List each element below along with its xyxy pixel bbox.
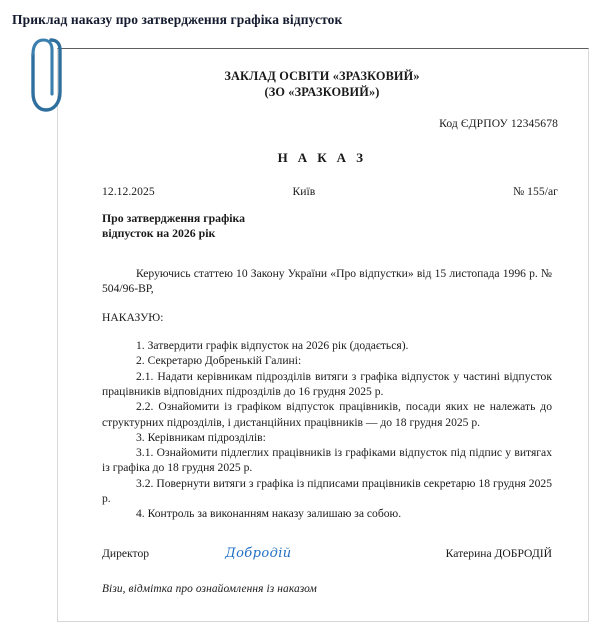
order-keyword: НАКАЗУЮ: [102,310,164,324]
handwritten-signature: Добродій [225,545,292,561]
document-city: Київ [292,185,316,198]
order-item: 1. Затвердити графік відпусток на 2026 рік (додається). [136,339,409,353]
subject-line2: відпусток на 2026 рік [102,225,216,240]
order-item: 2. Секретарю Добренькій Галині: [136,354,302,368]
organization-header [86,69,558,100]
visa-note: Візи, відмітка про ознайомлення із наказом [102,582,317,595]
order-item: 3. Керівникам підрозділів: [136,430,266,444]
order-item: 2.1. Надати керівникам підрозділів витяги з графіка відпусток у частині відпусток працівників відповідних підрозділів до 16 грудня 2025 р. [102,369,552,398]
document-body [58,49,588,621]
order-item: 4. Контроль за виконанням наказу залишаю за собою. [136,507,402,521]
document-content [86,266,558,521]
organization-name-line2: (ЗО «ЗРАЗКОВИЙ») [264,84,380,99]
signature-row [86,546,558,561]
document-number: № 155/аг [513,185,558,198]
signatory-name: Катерина ДОБРОДІЙ [445,546,552,560]
preamble-paragraph: Керуючись статтею 10 Закону України «Про відпустки» від 15 листопада 1996 р. № 504/96-ВР, [102,267,552,296]
page-title: Приклад наказу про затвердження графіка відпусток [12,12,343,27]
document-date: 12.12.2025 [102,185,155,198]
order-item: 3.1. Ознайомити підлеглих працівників із графіками відпусток під підпис у витягах із графіка до 18 грудня 2025 р. [102,446,552,475]
signatory-role: Директор [102,546,150,560]
document-card [57,48,589,622]
document-type-heading: Н А К А З [277,150,367,165]
document-subject [86,211,336,240]
organization-name-line1: ЗАКЛАД ОСВІТИ «ЗРАЗКОВИЙ» [224,69,420,83]
edrpou-code: Код ЄДРПОУ 12345678 [439,117,558,130]
document-meta-row [86,185,558,198]
subject-line1: Про затвердження графіка [102,211,246,225]
order-item: 2.2. Ознайомити із графіком відпусток працівників, посади яких не належать до структурних підрозділів, і дистанційних працівників — до 18 грудня 2025 р. [102,400,552,429]
order-item: 3.2. Повернути витяги з графіка із підписами працівників секретарю 18 грудня 2025 р. [102,476,552,506]
order-items-list [102,338,552,522]
